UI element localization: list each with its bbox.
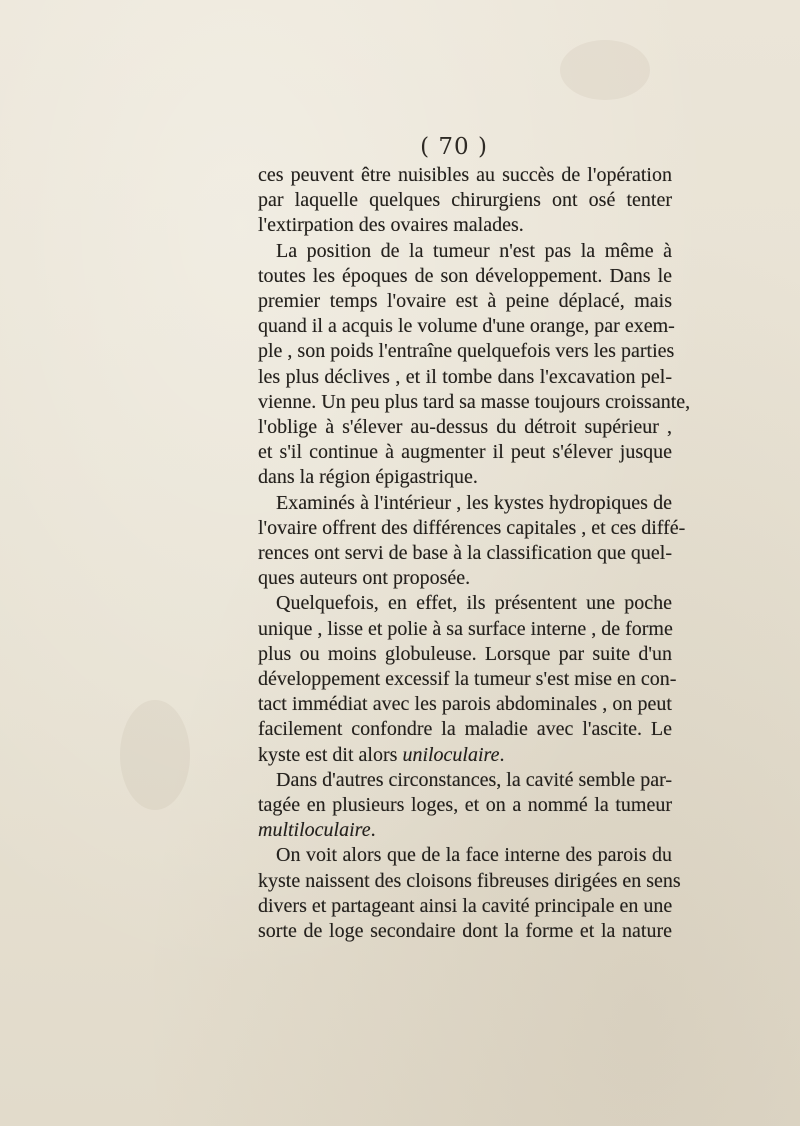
- text-line: premier temps l'ovaire est à peine déplacé, mais: [258, 290, 672, 313]
- text-line: Quelquefois, en effet, ils présentent une poche: [276, 592, 672, 615]
- body-text: [258, 163, 691, 944]
- paper-stain: [120, 700, 190, 810]
- text-line: rences ont servi de base à la classification que quel-: [258, 542, 672, 565]
- text-line: facilement confondre la maladie avec l'ascite. Le: [258, 718, 672, 741]
- text-line: dans la région épigastrique.: [258, 466, 478, 489]
- text-line: sorte de loge secondaire dont la forme et la nature: [258, 920, 672, 943]
- text-line: développement excessif la tumeur s'est mise en con-: [258, 668, 677, 691]
- text-line: ces peuvent être nuisibles au succès de l'opération: [258, 164, 672, 186]
- text-line: les plus déclives , et il tombe dans l'excavation pel-: [258, 365, 672, 388]
- text-line: [258, 743, 672, 768]
- italic-term: multiloculaire: [258, 819, 371, 842]
- text-line: La position de la tumeur n'est pas la même à: [276, 239, 672, 262]
- text-line: tact immédiat avec les parois abdominales , on peut: [258, 693, 672, 716]
- text-line: et s'il continue à augmenter il peut s'élever jusque: [258, 441, 672, 464]
- text-line: ques auteurs ont proposée.: [258, 567, 471, 590]
- text-line: kyste naissent des cloisons fibreuses dirigées en sens: [258, 869, 681, 892]
- text-line: plus ou moins globuleuse. Lorsque par suite d'un: [258, 642, 672, 665]
- text-line: ple , son poids l'entraîne quelquefois vers les parties: [258, 340, 675, 363]
- paragraph-1: [258, 163, 672, 239]
- paragraph-6: [258, 843, 681, 944]
- paragraph-3: [258, 491, 686, 592]
- text-line: quand il a acquis le volume d'une orange, par exem-: [258, 315, 675, 338]
- text-line: divers et partageant ainsi la cavité principale en une: [258, 894, 673, 917]
- text-line: vienne. Un peu plus tard sa masse toujours croissante,: [258, 390, 691, 413]
- text-line: par laquelle quelques chirurgiens ont osé tenter: [258, 189, 672, 212]
- text-line: Dans d'autres circonstances, la cavité semble par-: [276, 768, 672, 791]
- text-line: [258, 818, 672, 843]
- text-line: toutes les époques de son développement. Dans le: [258, 264, 672, 287]
- text-line: l'ovaire offrent des différences capitales , et ces diffé-: [258, 516, 686, 539]
- text-fragment: .: [370, 819, 376, 842]
- page-number: ( 70 ): [420, 134, 488, 160]
- text-line: l'oblige à s'élever au-dessus du détroit supérieur ,: [258, 416, 672, 439]
- italic-term: uniloculaire: [402, 743, 500, 766]
- text-line: l'extirpation des ovaires malades.: [258, 214, 524, 237]
- paragraph-4: [258, 591, 677, 767]
- paragraph-5: [258, 768, 672, 844]
- text-fragment: kyste est dit alors: [258, 743, 403, 766]
- text-line: tagée en plusieurs loges, et on a nommé la tumeur: [258, 794, 672, 817]
- text-fragment: .: [499, 743, 505, 766]
- paper-stain: [560, 40, 650, 100]
- text-line: Examinés à l'intérieur , les kystes hydropiques de: [276, 491, 672, 514]
- paragraph-2: [258, 239, 691, 491]
- text-line: unique , lisse et polie à sa surface interne , de forme: [258, 617, 673, 640]
- text-line: On voit alors que de la face interne des parois du: [276, 844, 672, 867]
